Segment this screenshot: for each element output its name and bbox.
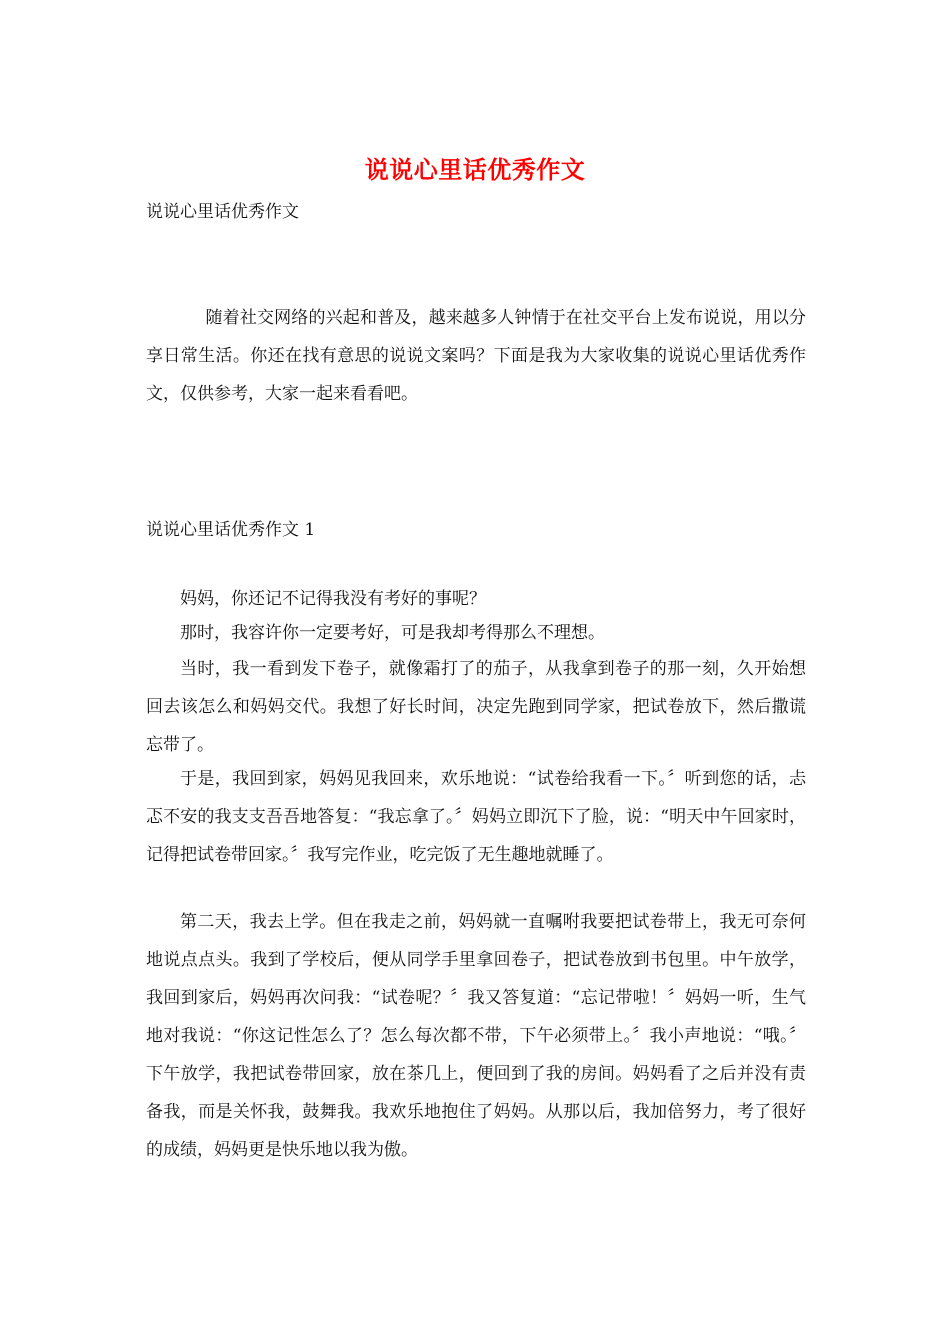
document-title: 说说心里话优秀作文 [364, 155, 586, 184]
body-paragraph-3: 当时，我一看到发下卷子，就像霜打了的茄子，从我拿到卷子的那一刻，久开始想回去该怎么和妈妈交代。我想了好长时间，决定先跑到同学家，把试卷放下，然后撒谎忘带了。 [146, 659, 806, 755]
body-paragraph-4: 于是，我回到家，妈妈见我回来，欢乐地说：“试卷给我看一下。〞听到您的话，忐忑不安的我支支吾吾地答复：“我忘拿了。〞妈妈立即沉下了脸，说：“明天中午回家时，记得把试卷带回家。〞我写完作业，吃完饭了无生趣地就睡了。 [146, 769, 806, 865]
body-paragraph-1: 妈妈，你还记不记得我没有考好的事呢？ [180, 589, 486, 609]
intro-paragraph: 随着社交网络的兴起和普及，越来越多人钟情于在社交平台上发布说说，用以分享日常生活。你还在找有意思的说说文案吗？下面是我为大家收集的说说心里话优秀作文，仅供参考，大家一起来看看吧。 [146, 308, 806, 404]
section-heading: 说说心里话优秀作文 1 [146, 520, 316, 540]
document-subtitle: 说说心里话优秀作文 [146, 202, 299, 222]
body-paragraph-2: 那时，我容许你一定要考好，可是我却考得那么不理想。 [180, 623, 605, 643]
body-paragraph-5: 第二天，我去上学。但在我走之前，妈妈就一直嘱咐我要把试卷带上，我无可奈何地说点点头。我到了学校后，便从同学手里拿回卷子，把试卷放到书包里。中午放学，我回到家后，妈妈再次问我：“试卷呢？〞我又答复道：“忘记带啦！〞妈妈一听，生气地对我说：“你这记性怎么了？怎么每次都不带，下午必须带上。〞我小声地说：“哦。〞下午放学，我把试卷带回家，放在茶几上，便回到了我的房间。妈妈看了之后并没有责备我，而是关怀我，鼓舞我。我欢乐地抱住了妈妈。从那以后，我加倍努力，考了很好的成绩，妈妈更是快乐地以我为傲。 [146, 912, 806, 1160]
